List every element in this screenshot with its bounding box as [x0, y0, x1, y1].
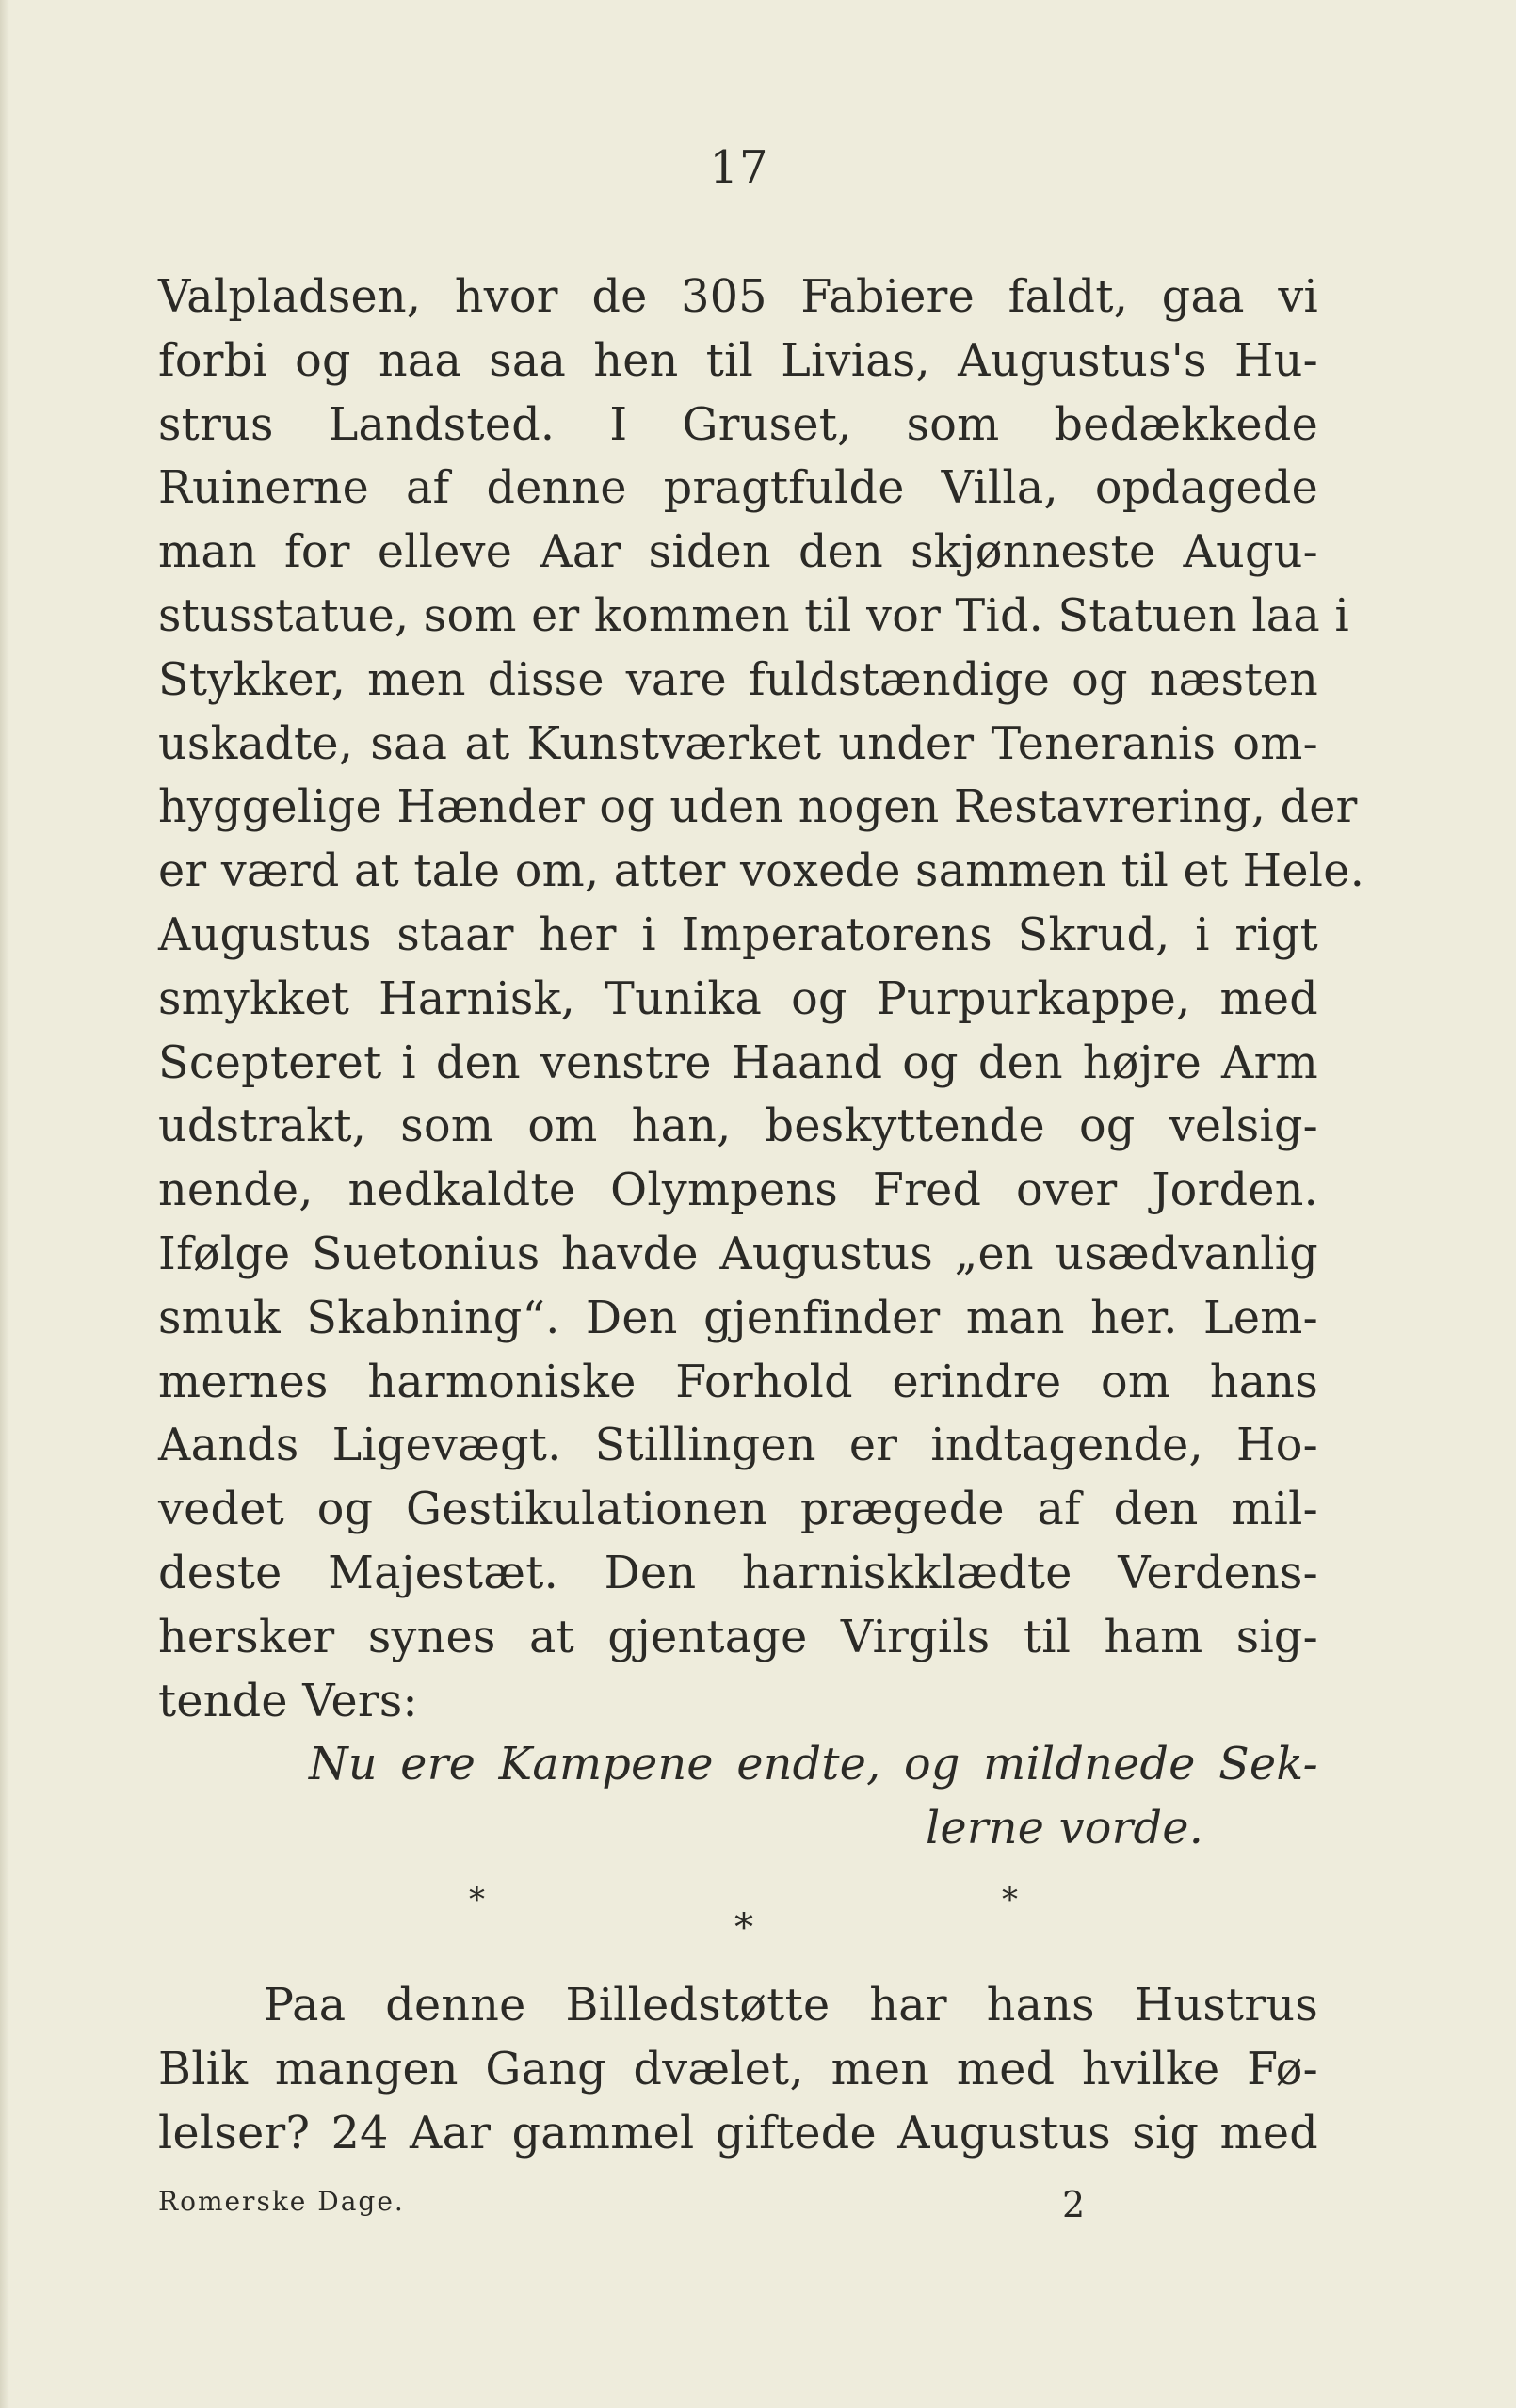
text-line: Scepteret i den venstre Haand og den højre Arm	[158, 1036, 1318, 1089]
text-line: nende, nedkaldte Olympens Fred over Jorden.	[158, 1164, 1318, 1217]
text-line: stusstatue, som er kommen til vor Tid. Statuen laa i	[158, 589, 1349, 642]
text-line: Blik mangen Gang dvælet, men med hvilke Fø-	[158, 2043, 1318, 2095]
text-line: Paa denne Billedstøtte har hans Hustrus	[264, 1979, 1318, 2031]
body-text	[158, 265, 1365, 2165]
sheet-number: 2	[1062, 2184, 1086, 2225]
text-line: man for elleve Aar siden den skjønneste Augu-	[158, 526, 1318, 579]
text-line: strus Landsted. I Gruset, som bedækkede	[158, 398, 1318, 451]
verse-line: Nu ere Kampene endte, og mildnede Sek-	[309, 1739, 1318, 1791]
verse-line: lerne vorde.	[926, 1803, 1204, 1855]
text-line: hersker synes at gjentage Virgils til ham sig-	[158, 1611, 1318, 1663]
page-footer	[158, 2186, 1318, 2242]
text-line: mernes harmoniske Forhold erindre om hans	[158, 1356, 1318, 1408]
text-line: forbi og naa saa hen til Livias, Augustus's Hu-	[158, 334, 1318, 387]
text-line: vedet og Gestikulationen prægede af den mil-	[158, 1484, 1318, 1536]
text-line: lelser? 24 Aar gammel giftede Augustus sig med	[158, 2107, 1318, 2159]
page-number: 17	[709, 141, 769, 194]
text-line: uskadte, saa at Kunstværket under Teneranis om-	[158, 717, 1318, 770]
text-line: Ifølge Suetonius havde Augustus „en usædvanlig	[158, 1228, 1318, 1280]
text-line: Augustus staar her i Imperatorens Skrud, i rigt	[158, 908, 1318, 961]
text-line: hyggelige Hænder og uden nogen Restavrering, der	[158, 781, 1358, 834]
text-line: tende Vers:	[158, 1675, 418, 1727]
signature-mark: Romerske Dage.	[158, 2186, 405, 2217]
text-line: Ruinerne af denne pragtfulde Villa, opdagede	[158, 462, 1318, 515]
section-separator	[158, 1861, 1318, 1974]
page-edge-shadow	[0, 0, 9, 2408]
asterisk-right: *	[1002, 1880, 1019, 1918]
text-line: Stykker, men disse vare fuldstændige og næsten	[158, 653, 1318, 706]
asterisk-left: *	[469, 1880, 486, 1918]
text-line: udstrakt, som om han, beskyttende og velsig-	[158, 1100, 1318, 1153]
asterisk-center: *	[734, 1905, 754, 1950]
text-line: Aands Ligevægt. Stillingen er indtagende, Ho-	[158, 1420, 1318, 1472]
text-line: Valpladsen, hvor de 305 Fabiere faldt, gaa vi	[158, 271, 1318, 323]
text-line: smuk Skabning“. Den gjenfinder man her. Lem-	[158, 1292, 1318, 1344]
text-line: er værd at tale om, atter voxede sammen til et Hele.	[158, 845, 1365, 898]
text-line: deste Majestæt. Den harniskklædte Verdens-	[158, 1547, 1318, 1599]
text-line: smykket Harnisk, Tunika og Purpurkappe, med	[158, 972, 1318, 1025]
